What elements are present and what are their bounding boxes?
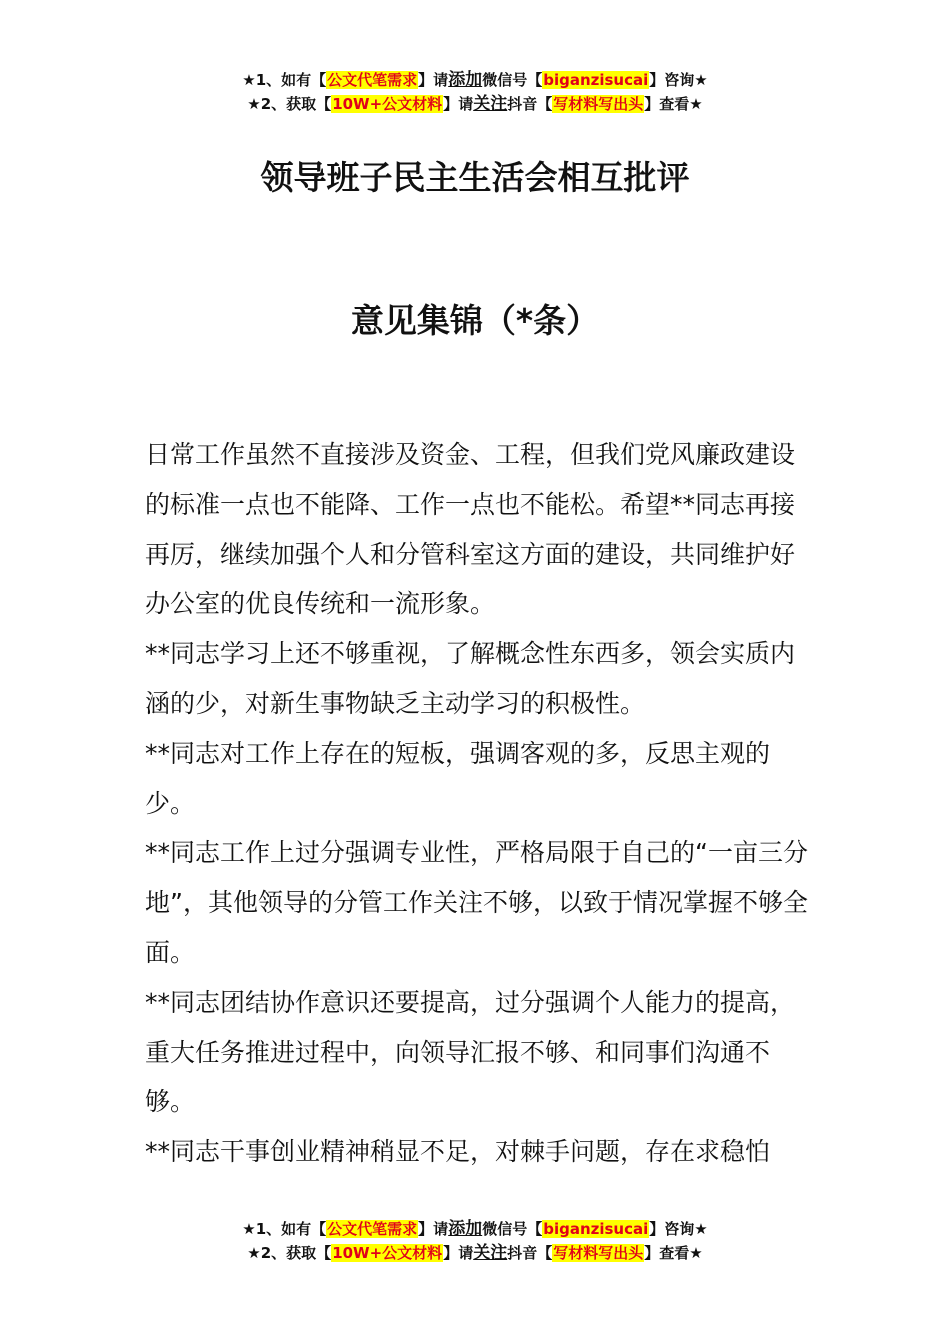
highlight-wechat-id: biganzisucai [543, 71, 649, 89]
paragraph: **同志对工作上存在的短板，强调客观的多，反思主观的少。 [145, 738, 771, 818]
banner-line-1: ★1、如有【公文代笔需求】请添加微信号【biganzisucai】咨询★ [242, 1219, 708, 1239]
banner-line-2: ★2、获取【10W+公文材料】请关注抖音【写材料写出头】查看★ [247, 1243, 703, 1263]
paragraph: **同志干事创业精神稍显不足，对棘手问题，存在求稳怕 [145, 1137, 771, 1167]
banner-line-1: ★1、如有【公文代笔需求】请添加微信号【biganzisucai】咨询★ [242, 70, 708, 90]
highlight-wechat-id: biganzisucai [543, 1220, 649, 1238]
document-title: 领导班子民主生活会相互批评 [260, 158, 690, 197]
highlight-service: 公文代笔需求 [327, 71, 418, 89]
highlight-materials: 10W+公文材料 [332, 1244, 443, 1262]
footer-banner [0, 1217, 950, 1265]
highlight-materials: 10W+公文材料 [332, 95, 443, 113]
highlight-service: 公文代笔需求 [327, 1220, 418, 1238]
paragraph: **同志工作上过分强调专业性，严格局限于自己的“一亩三分地”，其他领导的分管工作关注不够，以致于情况掌握不够全面。 [145, 838, 808, 967]
paragraph: 日常工作虽然不直接涉及资金、工程，但我们党风廉政建设的标准一点也不能降、工作一点也不能松。希望**同志再接再厉，继续加强个人和分管科室这方面的建设，共同维护好办公室的优良传统和一流形象。 [145, 440, 796, 619]
highlight-douyin: 写材料写出头 [553, 95, 644, 113]
highlight-douyin: 写材料写出头 [553, 1244, 644, 1262]
document-body [145, 430, 815, 1177]
banner-line-2: ★2、获取【10W+公文材料】请关注抖音【写材料写出头】查看★ [247, 94, 703, 114]
paragraph: **同志学习上还不够重视，了解概念性东西多，领会实质内涵的少，对新生事物缺乏主动学习的积极性。 [145, 639, 796, 718]
header-banner [0, 68, 950, 116]
paragraph: **同志团结协作意识还要提高，过分强调个人能力的提高，重大任务推进过程中，向领导汇报不够、和同事们沟通不够。 [145, 987, 796, 1117]
document-subtitle: 意见集锦（*条） [350, 301, 600, 340]
